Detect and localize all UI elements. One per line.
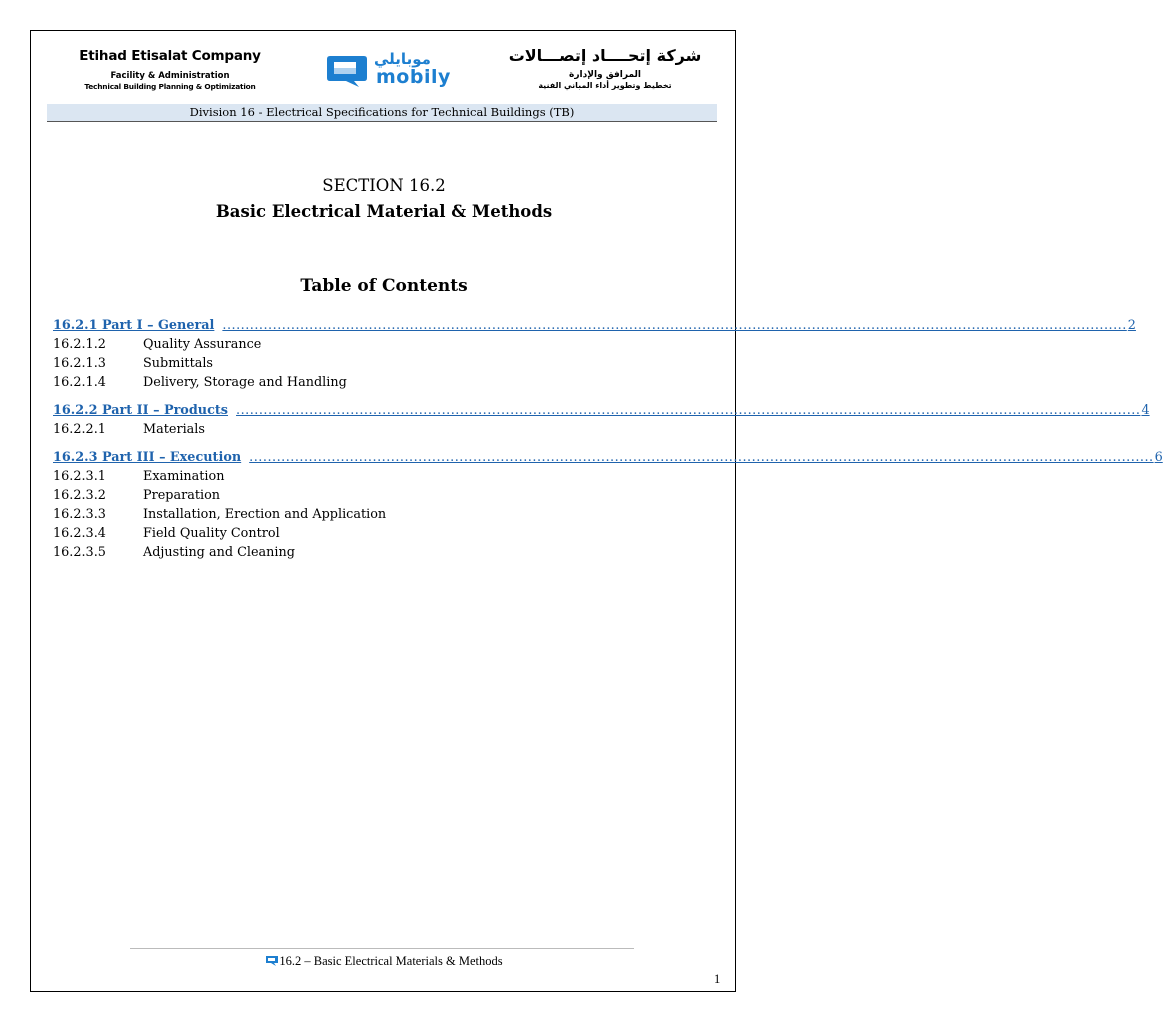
- unit-en: Technical Building Planning & Optimization: [84, 82, 256, 91]
- footer-rule: [130, 948, 634, 949]
- toc-item: [53, 543, 713, 562]
- toc-group-part-2: [53, 401, 1150, 439]
- toc-part-page: 6: [1154, 450, 1163, 465]
- toc-part-page: 2: [1127, 318, 1136, 333]
- toc-item-text: Submittals: [143, 356, 214, 371]
- logo-text-ar: موبايلي: [374, 50, 431, 68]
- toc-item: [53, 505, 713, 524]
- page-number: 1: [714, 972, 721, 986]
- table-of-contents: [53, 316, 1163, 571]
- toc-item-text: Materials: [143, 422, 205, 437]
- footer-text: 16.2 – Basic Electrical Materials & Methods: [279, 954, 503, 968]
- footer: [0, 954, 768, 969]
- unit-ar: تخطيط وتطوير أداء المباني الفنية: [538, 81, 672, 90]
- toc-item-number: 16.2.1.3: [53, 356, 106, 371]
- toc-item-number: 16.2.3.1: [53, 469, 106, 484]
- toc-item-text: Adjusting and Cleaning: [143, 545, 295, 560]
- toc-item-text: Installation, Erection and Application: [143, 507, 387, 522]
- toc-group-part-1: [53, 316, 1136, 392]
- toc-link-part-3[interactable]: [53, 448, 1163, 467]
- toc-item-text: Examination: [143, 469, 225, 484]
- toc-item: [53, 467, 713, 486]
- mobily-logo-icon: [265, 955, 279, 966]
- header-right: [490, 46, 720, 90]
- toc-item-text: Delivery, Storage and Handling: [143, 375, 347, 390]
- company-name-ar: شركة إتحــــاد إتصـــالات: [508, 46, 702, 65]
- division-bar: Division 16 - Electrical Specifications for Technical Buildings (TB): [47, 104, 717, 122]
- toc-item-number: 16.2.1.4: [53, 375, 106, 390]
- toc-item: [53, 420, 713, 439]
- toc-item-text: Preparation: [143, 488, 221, 503]
- toc-leader-dots: ......................................................................................................................................................................................................: [249, 450, 1154, 465]
- toc-group-part-3: [53, 448, 1163, 562]
- toc-item: [53, 486, 713, 505]
- toc-item: [53, 335, 713, 354]
- toc-title: Table of Contents: [300, 276, 468, 296]
- toc-item-number: 16.2.3.5: [53, 545, 106, 560]
- department-ar: المرافق والإدارة: [569, 70, 641, 80]
- logo-text-en: mobily: [376, 66, 451, 88]
- toc-item-text: Quality Assurance: [143, 337, 262, 352]
- toc-item-number: 16.2.3.4: [53, 526, 106, 541]
- toc-item-number: 16.2.2.1: [53, 422, 106, 437]
- toc-leader-dots: ......................................................................................................................................................................................................: [222, 318, 1127, 333]
- toc-part-label: 16.2.1 Part I – General: [53, 318, 215, 333]
- department-en: Facility & Administration: [110, 71, 230, 81]
- section-title: Basic Electrical Material & Methods: [215, 202, 553, 221]
- toc-link-part-2[interactable]: [53, 401, 1150, 420]
- company-name-en: Etihad Etisalat Company: [79, 48, 261, 64]
- toc-item: [53, 354, 713, 373]
- toc-part-label: 16.2.3 Part III – Execution: [53, 450, 242, 465]
- toc-part-label: 16.2.2 Part II – Products: [53, 403, 229, 418]
- toc-link-part-1[interactable]: [53, 316, 1136, 335]
- header-left: [50, 48, 290, 91]
- mobily-logo-icon: [326, 54, 368, 88]
- mobily-logo: [326, 50, 451, 96]
- toc-item: [53, 524, 713, 543]
- section-number: SECTION 16.2: [322, 176, 446, 195]
- toc-item: [53, 373, 713, 392]
- toc-leader-dots: ......................................................................................................................................................................................................: [236, 403, 1141, 418]
- toc-item-number: 16.2.3.3: [53, 507, 106, 522]
- toc-item-number: 16.2.1.2: [53, 337, 106, 352]
- toc-part-page: 4: [1141, 403, 1150, 418]
- toc-item-number: 16.2.3.2: [53, 488, 106, 503]
- toc-item-text: Field Quality Control: [143, 526, 280, 541]
